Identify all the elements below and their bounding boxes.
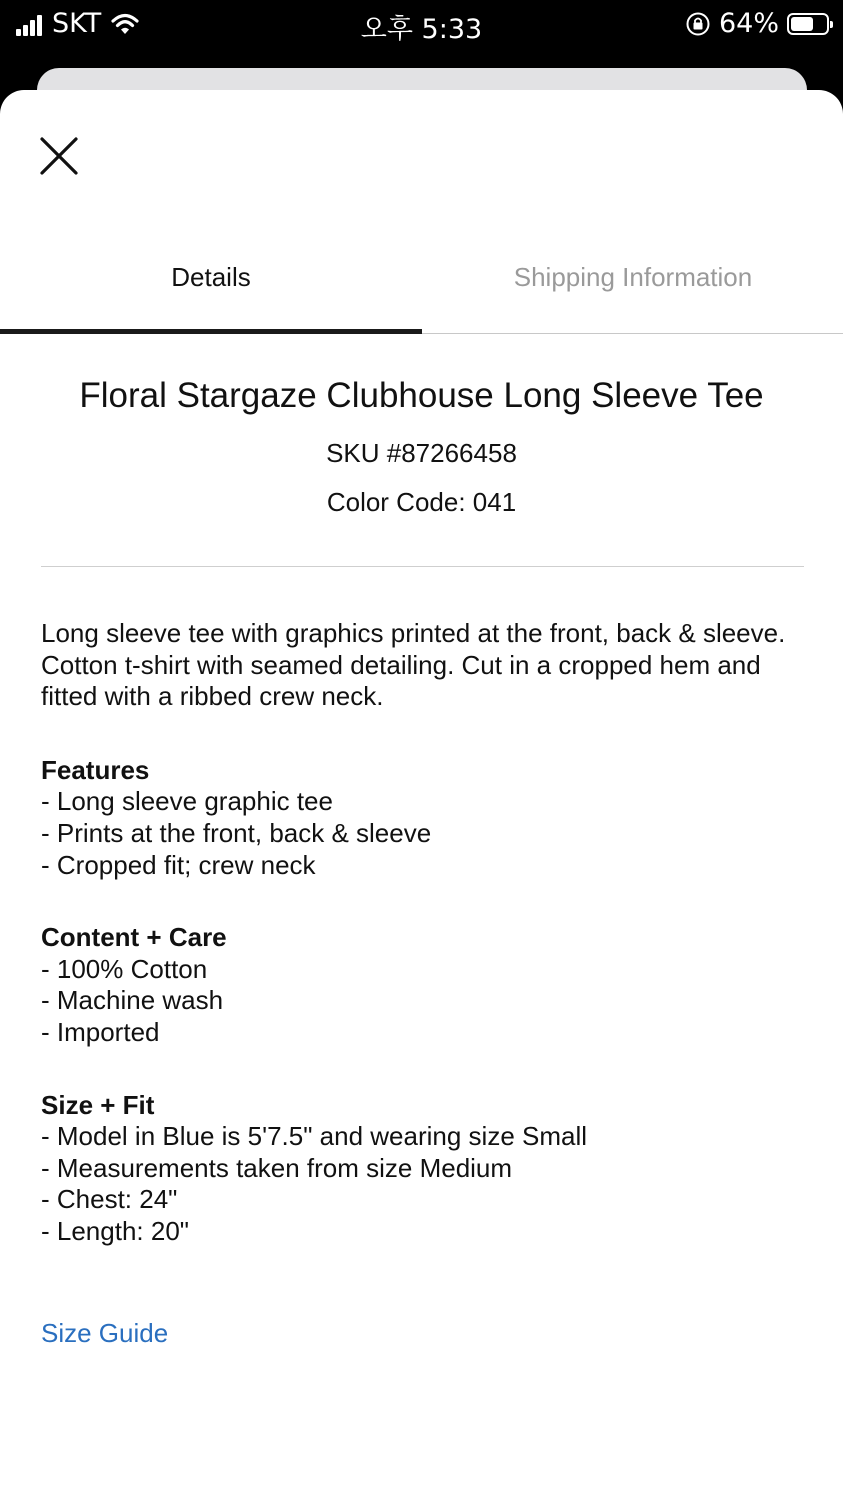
list-item: - Chest: 24" [41, 1184, 178, 1215]
list-item: - Measurements taken from size Medium [41, 1152, 513, 1183]
close-icon [38, 135, 82, 179]
product-description: Long sleeve tee with graphics printed at the front, back & sleeve. Cotton t-shirt with seamed detailing. Cut in a cropped hem and fitted with a ribbed crew neck. [41, 618, 786, 712]
list-item: - Prints at the front, back & sleeve [41, 817, 432, 848]
list-item: - 100% Cotton [41, 953, 208, 984]
section-heading: Size + Fit [41, 1089, 155, 1120]
product-sku: SKU #87266458 [326, 438, 517, 468]
list-item: - Cropped fit; crew neck [41, 849, 316, 880]
section-heading: Content + Care [41, 922, 227, 953]
list-item: - Imported [41, 1016, 160, 1047]
tab-bar [0, 240, 843, 334]
carrier-name: SKT [52, 8, 102, 39]
product-details-content [41, 618, 811, 1289]
section-heading: Features [41, 754, 150, 785]
list-item: - Machine wash [41, 985, 224, 1016]
status-time: 오후 5:33 [360, 14, 483, 45]
status-bar [0, 0, 843, 48]
details-sheet [0, 90, 843, 1500]
status-right [685, 8, 829, 39]
battery-icon [787, 13, 829, 35]
close-button[interactable] [38, 135, 82, 179]
tab-details[interactable]: Details [171, 262, 251, 292]
size-fit-section [41, 1090, 811, 1248]
active-tab-indicator [0, 329, 422, 334]
divider [41, 566, 804, 567]
orientation-lock-icon [685, 11, 711, 37]
battery-percentage: 64% [718, 8, 779, 39]
content-care-section [41, 922, 811, 1048]
product-color-code: Color Code: 041 [326, 487, 517, 517]
tab-shipping-information[interactable]: Shipping Information [513, 262, 753, 292]
product-title: Floral Stargaze Clubhouse Long Sleeve Tee [79, 376, 764, 415]
list-item: - Length: 20" [41, 1215, 190, 1246]
list-item: - Model in Blue is 5'7.5" and wearing size Small [41, 1121, 588, 1152]
features-section [41, 755, 811, 881]
size-guide-link[interactable]: Size Guide [41, 1318, 169, 1348]
list-item: - Long sleeve graphic tee [41, 786, 333, 817]
